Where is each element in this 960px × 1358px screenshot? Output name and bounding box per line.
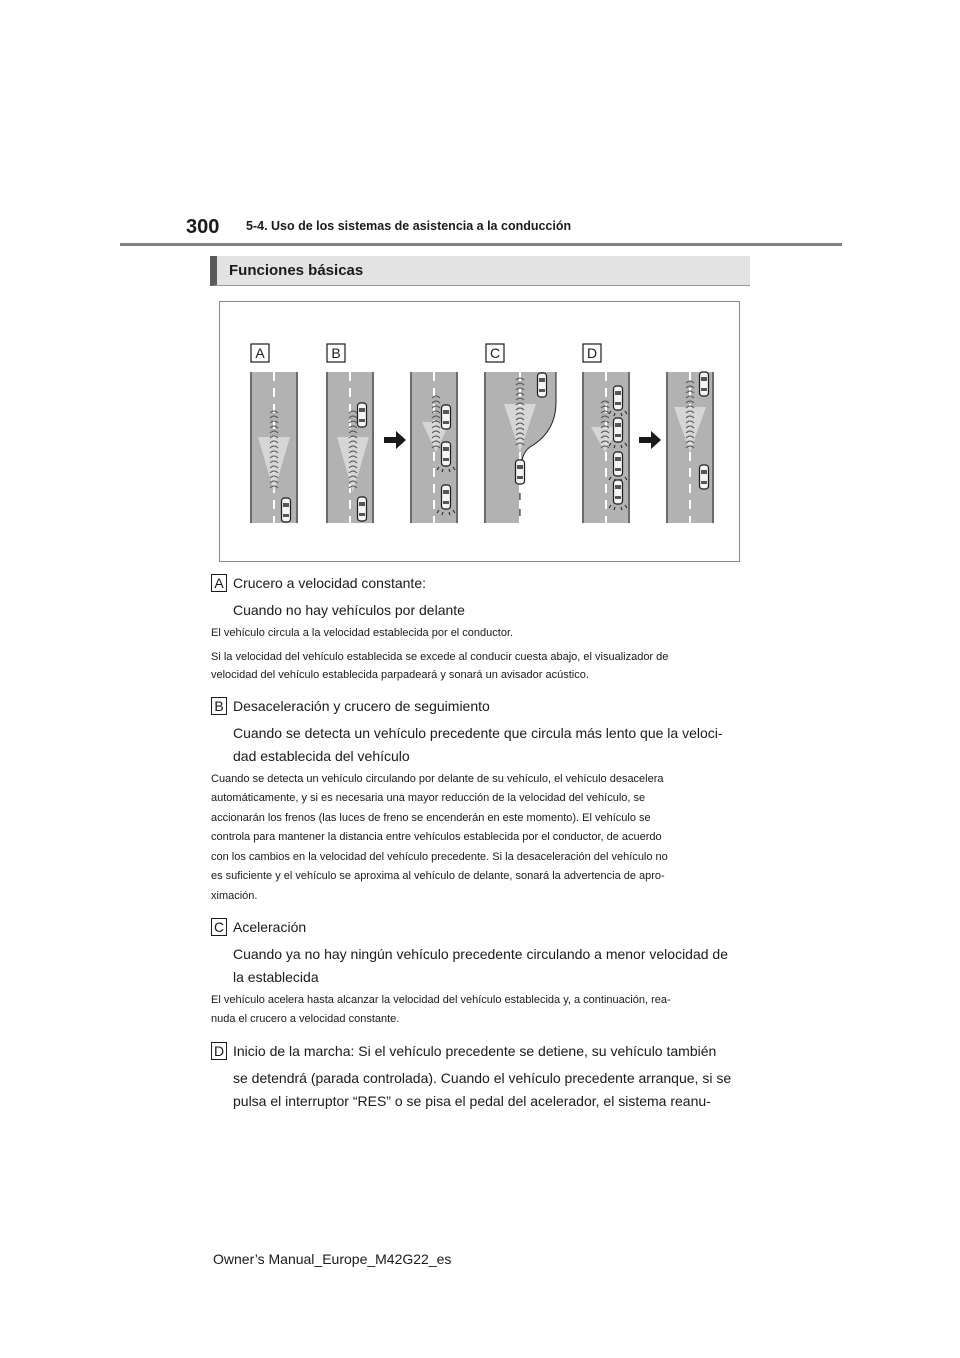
diagram-label-c bbox=[486, 344, 504, 362]
car-windshield bbox=[359, 502, 365, 506]
item-b-title: Desaceleración y crucero de seguimiento bbox=[233, 698, 490, 714]
car-rear-window bbox=[615, 496, 621, 499]
item-b-subtitle-line: Cuando se detecta un vehículo precedente que circula más lento que la veloci- bbox=[233, 725, 723, 741]
badge-b: B bbox=[211, 697, 227, 715]
car-body bbox=[516, 460, 525, 484]
right-arrow-icon bbox=[639, 431, 661, 449]
header-rule bbox=[120, 243, 842, 246]
functions-title: Funciones básicas bbox=[229, 262, 364, 279]
car-ahead-b2 bbox=[442, 405, 451, 429]
item-a-subtitle: Cuando no hay vehículos por delante bbox=[233, 602, 465, 618]
car-rear-window bbox=[443, 421, 449, 424]
car-rear-window bbox=[701, 388, 707, 391]
item-c-note-line: nuda el crucero a velocidad constante. bbox=[211, 1013, 400, 1025]
car-rear-window bbox=[701, 481, 707, 484]
car-windshield bbox=[443, 410, 449, 414]
cruise-diagram bbox=[219, 301, 740, 562]
car-rear-window bbox=[283, 514, 289, 517]
car-windshield bbox=[615, 423, 621, 427]
diagram-label-text: C bbox=[489, 345, 501, 361]
car-windshield bbox=[701, 377, 707, 381]
car-rear-window bbox=[539, 389, 545, 392]
functions-header bbox=[210, 256, 750, 286]
car-body bbox=[614, 418, 623, 442]
car-windshield bbox=[615, 391, 621, 395]
diagram-label-a bbox=[251, 344, 269, 362]
item-a-note-line: El vehículo circula a la velocidad establecida por el conductor. bbox=[211, 627, 514, 639]
car-body bbox=[700, 465, 709, 489]
car-windshield bbox=[615, 485, 621, 489]
item-a-note-line: Si la velocidad del vehículo establecida se excede al conducir cuesta abajo, el visualizador de bbox=[211, 651, 669, 663]
car-rear-window bbox=[615, 468, 621, 471]
car-body bbox=[442, 405, 451, 429]
section-title: 5-4. Uso de los sistemas de asistencia a la conducción bbox=[246, 219, 572, 233]
right-arrow-icon bbox=[384, 431, 406, 449]
car-rear-window bbox=[443, 458, 449, 461]
diagram-label-text: D bbox=[586, 345, 598, 361]
item-b-note-line: ximación. bbox=[211, 890, 258, 902]
item-b-subtitle-line: dad establecida del vehículo bbox=[233, 748, 410, 764]
item-b-note-line: Cuando se detecta un vehículo circulando por delante de su vehículo, el vehículo desacelera bbox=[211, 773, 664, 785]
footer-manual-id: Owner’s Manual_Europe_M42G22_es bbox=[213, 1251, 452, 1267]
item-c-subtitle-line: la establecida bbox=[233, 969, 319, 985]
car-leaving-c bbox=[538, 373, 547, 397]
car-rear-window bbox=[517, 476, 523, 479]
car-windshield bbox=[517, 465, 523, 469]
car-windshield bbox=[701, 470, 707, 474]
item-a-title: Crucero a velocidad constante: bbox=[233, 575, 426, 591]
car-rear-window bbox=[443, 501, 449, 504]
car-body bbox=[614, 480, 623, 504]
car-body bbox=[442, 485, 451, 509]
car-rear-window bbox=[359, 513, 365, 516]
car-ahead-b1 bbox=[358, 403, 367, 427]
car-windshield bbox=[443, 447, 449, 451]
car-windshield bbox=[283, 503, 289, 507]
diagram-label-text: A bbox=[255, 345, 265, 361]
item-b-note-line: accionarán los frenos (las luces de freno se encenderán en este momento). El vehículo se bbox=[211, 812, 651, 824]
badge-c: C bbox=[211, 918, 227, 936]
car-rear-window bbox=[615, 402, 621, 405]
car-ahead-d2 bbox=[700, 372, 709, 396]
item-d-subtitle-line: pulsa el interruptor “RES” o se pisa el pedal del acelerador, el sistema reanu- bbox=[233, 1093, 711, 1109]
car-body bbox=[538, 373, 547, 397]
diagram-svg bbox=[220, 302, 739, 561]
item-b-note-line: automáticamente, y si es necesaria una mayor reducción de la velocidad del vehículo, se bbox=[211, 792, 646, 804]
item-c-title: Aceleración bbox=[233, 919, 307, 935]
item-d-subtitle-line: se detendrá (parada controlada). Cuando el vehículo precedente arranque, si se bbox=[233, 1070, 732, 1086]
item-c-subtitle-line: Cuando ya no hay ningún vehículo precedente circulando a menor velocidad de bbox=[233, 946, 729, 962]
car-body bbox=[282, 498, 291, 522]
car-rear-window bbox=[615, 434, 621, 437]
item-b-note-line: con los cambios en la velocidad del vehículo precedente. Si la desaceleración del vehículo no bbox=[211, 851, 668, 863]
badge-a: A bbox=[211, 574, 227, 592]
car-windshield bbox=[615, 457, 621, 461]
car-windshield bbox=[443, 490, 449, 494]
car-body bbox=[358, 497, 367, 521]
car-own-b1 bbox=[358, 497, 367, 521]
item-a-note-line: velocidad del vehículo establecida parpadeará y sonará un avisador acústico. bbox=[211, 669, 589, 681]
car-body bbox=[614, 452, 623, 476]
car-windshield bbox=[359, 408, 365, 412]
car-body bbox=[442, 442, 451, 466]
item-b-note-line: es suficiente y el vehículo se aproxima al vehículo de delante, sonará la advertencia de apro- bbox=[211, 870, 665, 882]
item-d-title: Inicio de la marcha: Si el vehículo precedente se detiene, su vehículo también bbox=[233, 1043, 717, 1059]
diagram-label-b bbox=[327, 344, 345, 362]
car-body bbox=[700, 372, 709, 396]
car-windshield bbox=[539, 378, 545, 382]
car-own-d2 bbox=[700, 465, 709, 489]
car-body bbox=[614, 386, 623, 410]
car-rear-window bbox=[359, 419, 365, 422]
item-c-note-line: El vehículo acelera hasta alcanzar la velocidad del vehículo establecida y, a continuación, rea- bbox=[211, 994, 671, 1006]
badge-d: D bbox=[211, 1042, 227, 1060]
car-own-c bbox=[516, 460, 525, 484]
page-number: 300 bbox=[186, 216, 220, 238]
diagram-label-text: B bbox=[331, 345, 341, 361]
car-own-a bbox=[282, 498, 291, 522]
diagram-label-d bbox=[583, 344, 601, 362]
item-b-note-line: controla para mantener la distancia entre vehículos establecida por el conductor, de acuerdo bbox=[211, 831, 662, 843]
car-body bbox=[358, 403, 367, 427]
